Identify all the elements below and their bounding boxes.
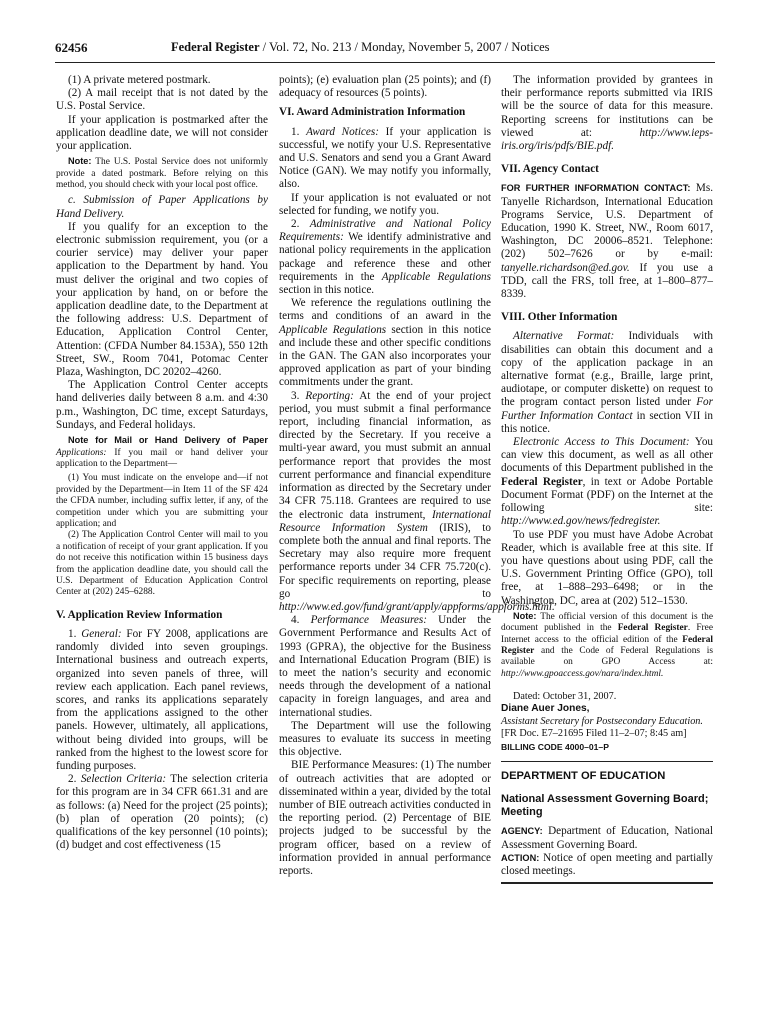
section-heading: V. Application Review Information [56,608,223,621]
agency-heading: DEPARTMENT OF EDUCATION [501,770,666,783]
section-heading: VIII. Other Information [501,311,618,324]
url-link[interactable]: http://www.ed.gov/fund/grant/apply/appforms/appforms.html. [279,600,555,613]
document-title: National Assessment Governing Board; Meeting [501,793,709,819]
paragraph [501,436,713,528]
agency-text: Department of Education, National Assessment Governing Board. [501,825,713,851]
dated-line: Dated: October 31, 2007. [513,691,617,703]
section-heading: VI. Award Administration Information [279,106,466,119]
note-bold: Federal Register [617,623,688,634]
item-text: (IRIS), to complete both the annual and final reports. The Secretary may also require more frequent performance reports under 34 CFR 75.720(c). For specific requirements on reporting, please go to [279,521,491,600]
end-rule [501,882,713,884]
masthead [171,40,550,55]
item-text: We reference the regulations outlining the terms and conditions of an award in the [279,297,491,323]
note-text: The official version of this document is the document published in the [501,611,713,634]
item-text: The information provided by grantees in their performance reports submitted via IRIS will be the source of data for this measure. Reporting screens for institutions can be viewed at: [501,74,713,139]
paragraph [501,330,713,436]
item-title: General: [81,627,122,640]
paragraph [56,773,268,852]
billing-code: BILLING CODE 4000–01–P [501,741,609,752]
item-text: For FY 2008, applications are randomly divided into seven groupings. International business and outreach experts, organized into seven panels of three, will review each application. Each panel reviews, scores, and ranks its applications separately from the applications assigned to the other panels. However, ultimately, all applications, without being divided into groups, will be ranked from the highest to the lowest score for funding purposes. [56,627,268,773]
item-title: Reporting: [305,389,354,402]
item-number: 2. [68,773,81,786]
item-title: Performance Measures: [310,614,427,627]
note-label: Note: [513,610,537,621]
signer-title: Assistant Secretary for Postsecondary Education. [501,715,703,727]
note [56,435,268,470]
paragraph [279,218,491,297]
paragraph: (2) A mail receipt that is not dated by the U.S. Postal Service. [56,87,268,113]
item-text: , in text or Adobe Portable Document Format (PDF) on the Internet at the following site: [501,475,713,515]
paragraph: (1) A private metered postmark. [68,74,211,86]
paragraph: BIE Performance Measures: (1) The number of outreach activities that are adopted or disseminated within a year, divided by the total number of BIE outreach activities conducted in the reporting period. (2) Percentage of BIE projects judged to be successful by the program officer, based on a review of information provided in annual performance reports. [279,759,491,877]
note-text: . Free Internet access to the official edition of the [501,623,713,645]
section-heading: VII. Agency Contact [501,163,599,176]
agency-label: AGENCY: [501,826,543,837]
note-item: (2) The Application Control Center will mail to you a notification of receipt of your grant application. If you do not receive this notification within 15 business days from the application deadline date, you should call the U.S. Department of Education Application Control Center at (202) 245–6288. [56,530,268,598]
item-title: Award Notices: [306,125,379,138]
agency-line [501,825,713,851]
note-italic: Applications: [56,447,107,458]
action-text: Notice of open meeting and partially closed meetings. [501,851,713,877]
page-number: 62456 [55,40,88,55]
url-link[interactable]: http://www.gpoaccess.gov/nara/index.html. [501,668,664,679]
contact-text: If you use a TDD, call the FRS, toll free, at 1–800–877–8339. [501,261,713,301]
item-number: 4. [291,614,311,627]
item-bold: Federal Register [501,475,583,488]
paragraph: To use PDF you must have Adobe Acrobat Reader, which is available free at this site. If you have questions about using PDF, call the U.S. Government Printing Office (GPO), toll free, at 1–888–293–6498; or in the Washington, DC, area at (202) 512–1530. [501,528,713,607]
item-italic: Applicable Regulations [279,323,387,336]
item-italic: International Resource Information System [279,508,491,534]
column-1 [56,74,268,1014]
contact-label: FOR FURTHER INFORMATION CONTACT: [501,183,691,194]
note-label: Note for Mail or Hand Delivery of Paper [68,435,268,446]
item-text: If your application is successful, we notify your U.S. Representative and U.S. Senators and send you a Grant Award Notice (GAN). We may notify you informally, also. [279,125,492,191]
note-text: and the Code of Federal Regulations is available on GPO Access at: [501,645,713,668]
item-number: 2. [291,218,310,231]
item-number: 1. [291,125,307,138]
item-title: Electronic Access to This Document: [513,436,690,449]
contact-paragraph [501,182,713,301]
note-label: Note: [68,156,92,167]
item-text: section in this notice and include these and other specific conditions in the GAN. The GAN also incorporates your approved application as part of your binding commitments under the grant. [279,323,491,389]
paragraph: The Department will use the following measures to evaluate its success in meeting this objective. [279,719,491,759]
item-title: Selection Criteria: [80,773,167,786]
subsection-heading: c. Submission of Paper Applications by Hand Delivery. [56,194,268,220]
item-italic: For Further Information Contact [501,396,713,422]
item-title: Alternative Format: [513,330,615,343]
item-text: You can view this document, as well as all other documents of this Department published in the [501,436,714,475]
divider [501,761,713,762]
column-3 [501,74,713,1014]
item-number: 3. [291,389,306,402]
url-link[interactable]: http://www.ieps-iris.org/iris/pdfs/BIE.pdf. [501,126,713,153]
page-header [55,40,715,60]
email-link[interactable]: tanyelle.richardson@ed.gov. [501,261,630,274]
paragraph [501,74,713,153]
item-text: We identify administrative and national policy requirements in the application package and reference these and other requirements in the [279,231,491,283]
item-text: Individuals with disabilities can obtain this document and a copy of the application package in an alternative format (e.g., Braille, large print, audiotape, or computer diskette) on request to the program contact person listed under [501,330,713,409]
publication-name: Federal Register [171,40,260,54]
item-text: in section VII in this notice. [501,409,714,435]
note-item: (1) You must indicate on the envelope and—if not provided by the Department—in Item 11 of the SF 424 the CFDA number, including suffix letter, if any, of the competition under which you are submitting your application; and [56,473,268,529]
contact-text: Ms. Tanyelle Richardson, International Education Programs Service, U.S. Department of Education, 1990 K. Street, NW., Room 6017, Washington, DC 20006–8521. Telephone: (202) 502–7626 or by e-mail: [501,182,713,261]
paragraph: If your application is postmarked after the application deadline date, we will not consider your application. [56,113,268,153]
note-bold: Federal Register [501,634,713,656]
item-text: The selection criteria for this program are in 34 CFR 661.31 and are as follows: (a) Need for the project (25 points); (b) plan of operation (20 points); (c) qualifications of the key personnel (10 points); (d) budget and cost effectiveness (15 [56,773,268,852]
paragraph: The Application Control Center accepts hand deliveries daily between 8 a.m. and 4:30 p.m., Washington, DC time, except Saturdays, Sundays, and Federal holidays. [56,379,268,431]
url-link[interactable]: http://www.ed.gov/news/fedregister. [501,515,661,528]
action-line [501,852,713,878]
paragraph: If your application is not evaluated or not selected for funding, we notify you. [279,191,491,217]
header-rule [55,62,715,63]
issue-info: / Vol. 72, No. 213 / Monday, November 5, 2007 / Notices [259,40,550,54]
note-text: The U.S. Postal Service does not uniformly provide a dated postmark. Before relying on this method, you should check with your local post office. [56,157,268,191]
paragraph [279,297,491,389]
note [501,611,713,680]
item-number: 1. [68,627,82,640]
item-text: At the end of your project period, you must submit a final performance report, including financial information, as directed by the Secretary. If you receive a multi-year award, you must submit an annual performance report that provides the most current performance and financial expenditure information as directed by the Secretary under 34 CFR 75.118. Grantees are required to use the electronic data instrument, [279,389,492,521]
item-italic: Applicable Regulations [381,270,491,283]
paragraph [279,126,491,192]
note [56,156,268,191]
paragraph [56,628,268,773]
fr-doc-line: [FR Doc. E7–21695 Filed 11–2–07; 8:45 am] [501,727,687,739]
item-text: Under the Government Performance and Results Act of 1993 (GPRA), the objective for the Business and International Education Program (BIE) is to meet the nation’s security and economic needs through the development of a national capacity in foreign languages, and area and international studies. [279,614,491,719]
paragraph: points); (e) evaluation plan (25 points); and (f) adequacy of resources (5 points). [279,74,491,100]
action-label: ACTION: [501,852,540,863]
paragraph [279,614,491,720]
item-title: Administrative and National Policy Requirements: [279,218,491,244]
note-text: If you mail or hand deliver your application to the Department— [56,447,268,469]
item-text: section in this notice. [279,284,375,297]
paragraph: If you qualify for an exception to the electronic submission requirement, you (or a courier service) may deliver your paper application to the Department by hand. You must deliver the original and two copies of your application by hand, on or before the application deadline date, to the Department at the following address: U.S. Department of Education, Application Control Center, Attention: (CFDA Number 84.153A), 550 12th Street, SW., Room 7041, Potomac Center Plaza, Washington, DC 20202–4260. [56,220,268,379]
signer-name: Diane Auer Jones, [501,703,590,715]
